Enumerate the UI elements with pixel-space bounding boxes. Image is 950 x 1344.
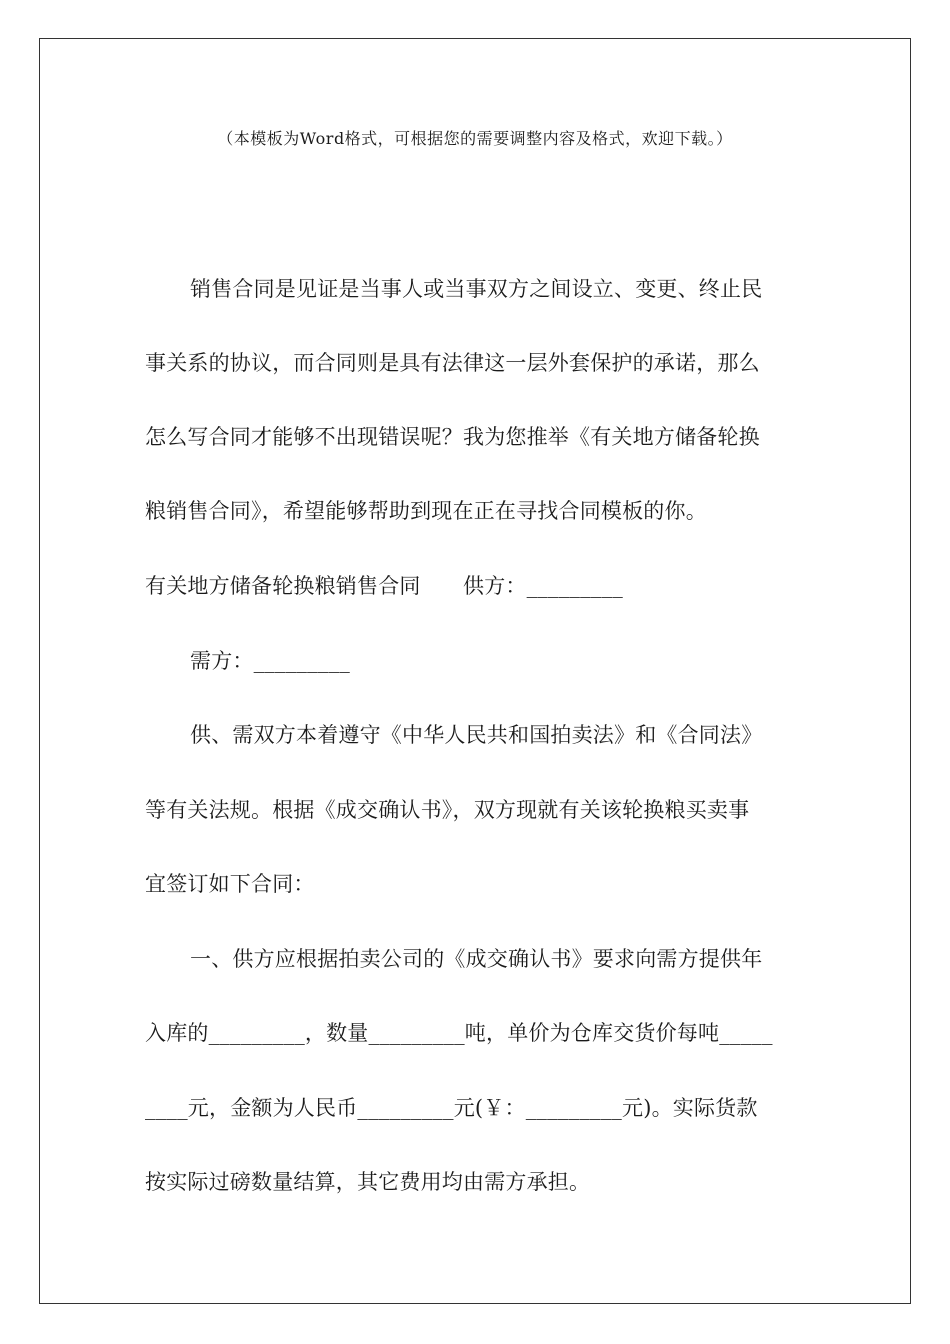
clause-1-line-1: 一、供方应根据拍卖公司的《成交确认书》要求向需方提供年 xyxy=(190,947,763,971)
clause-1-line-2: 入库的_________，数量_________吨，单价为仓库交货价每吨_____ xyxy=(145,1021,773,1045)
body-line-9: 宜签订如下合同： xyxy=(145,872,315,896)
template-note: （本模板为Word格式，可根据您的需要调整内容及格式，欢迎下载。） xyxy=(217,129,733,148)
body-line-2: 事关系的协议，而合同则是具有法律这一层外套保护的承诺，那么 xyxy=(145,351,760,375)
body-line-1: 销售合同是见证是当事人或当事双方之间设立、变更、终止民 xyxy=(190,277,763,301)
clause-1-line-4: 按实际过磅数量结算，其它费用均由需方承担。 xyxy=(145,1170,591,1194)
clause-1-line-3: ____元，金额为人民币_________元(￥：_________元)。实际货款 xyxy=(145,1096,758,1120)
body-line-8: 等有关法规。根据《成交确认书》，双方现就有关该轮换粮买卖事 xyxy=(145,798,750,822)
contract-title-supplier-line: 有关地方储备轮换粮销售合同 供方：_________ xyxy=(145,574,623,598)
buyer-line: 需方：_________ xyxy=(190,649,350,673)
body-line-3: 怎么写合同才能够不出现错误呢？我为您推举《有关地方储备轮换 xyxy=(145,425,760,449)
body-line-7: 供、需双方本着遵守《中华人民共和国拍卖法》和《合同法》 xyxy=(190,723,763,747)
body-line-4: 粮销售合同》，希望能够帮助到现在正在寻找合同模板的你。 xyxy=(145,499,707,523)
